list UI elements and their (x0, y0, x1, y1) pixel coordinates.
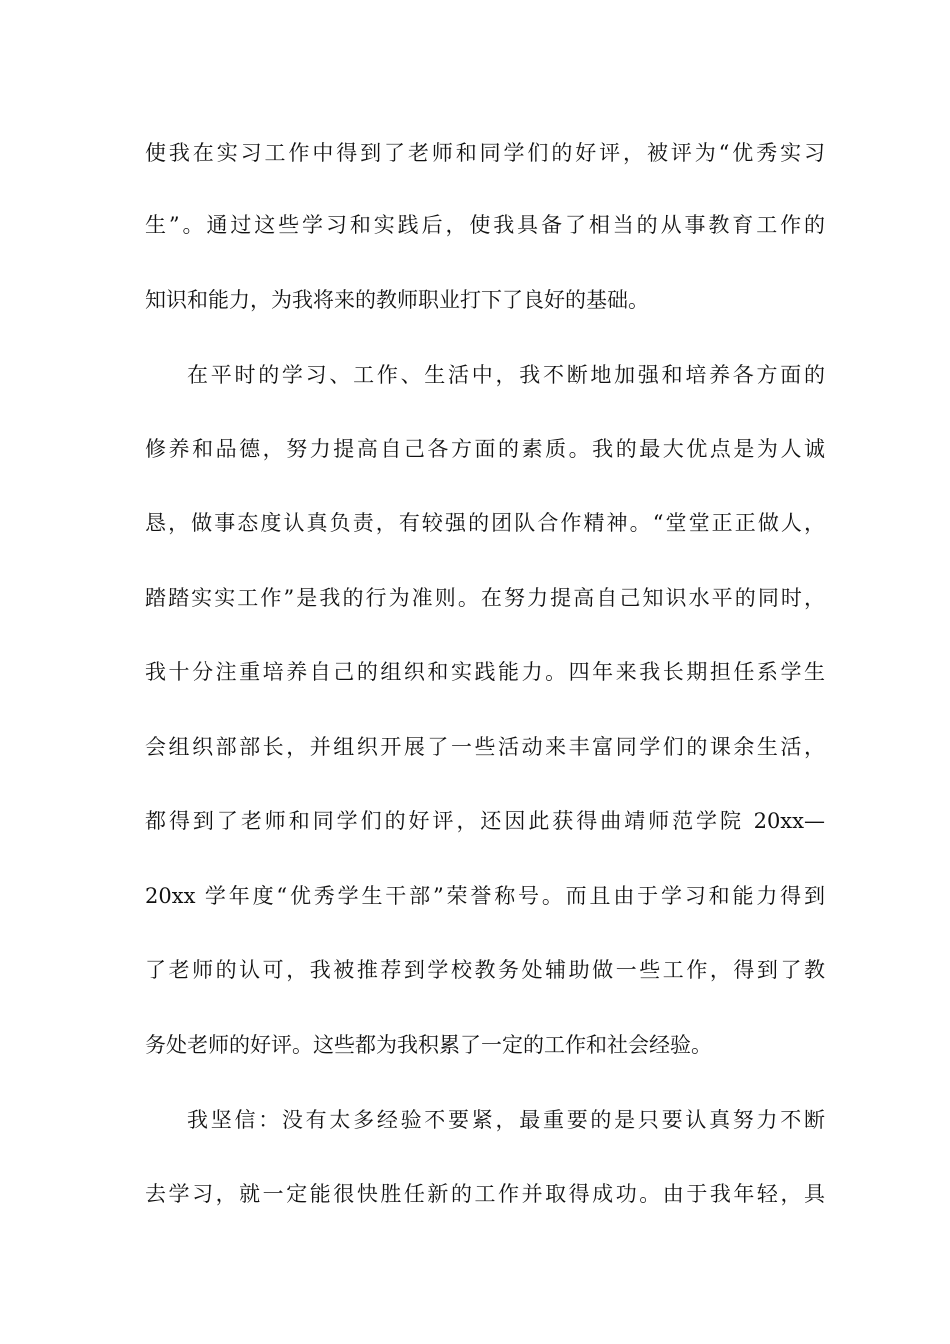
text-line-13: 务处老师的好评。这些都为我积累了一定的工作和社会经验。 (145, 1033, 712, 1057)
paragraph-start-line: 在平时的学习、工作、生活中，我不断地加强和培养各方面的 (187, 363, 825, 387)
text-line-1: 使我在实习工作中得到了老师和同学们的好评，被评为“优秀实习 (145, 141, 825, 165)
text-line-9: 会组织部部长，并组织开展了一些活动来丰富同学们的课余生活， (145, 735, 825, 759)
paragraph-start-line: 我坚信：没有太多经验不要紧，最重要的是只要认真努力不断 (187, 1108, 825, 1132)
text-line-12: 了老师的认可，我被推荐到学校教务处辅助做一些工作，得到了教 (145, 958, 825, 982)
text-line-15: 去学习，就一定能很快胜任新的工作并取得成功。由于我年轻，具 (145, 1182, 825, 1206)
text-line-2: 生”。通过这些学习和实践后，使我具备了相当的从事教育工作的 (145, 213, 825, 237)
text-line-10: 都得到了老师和同学们的好评，还因此获得曲靖师范学院 20xx— (145, 809, 825, 833)
text-line-5: 修养和品德，努力提高自己各方面的素质。我的最大优点是为人诚 (145, 437, 825, 461)
text-line-11: 20xx 学年度“优秀学生干部”荣誉称号。而且由于学习和能力得到 (145, 884, 825, 908)
text-line-8: 我十分注重培养自己的组织和实践能力。四年来我长期担任系学生 (145, 660, 825, 684)
text-line-3: 知识和能力，为我将来的教师职业打下了良好的基础。 (145, 288, 649, 312)
text-line-7: 踏踏实实工作”是我的行为准则。在努力提高自己知识水平的同时， (145, 586, 825, 610)
text-line-6: 恳，做事态度认真负责，有较强的团队合作精神。“堂堂正正做人， (145, 511, 825, 535)
